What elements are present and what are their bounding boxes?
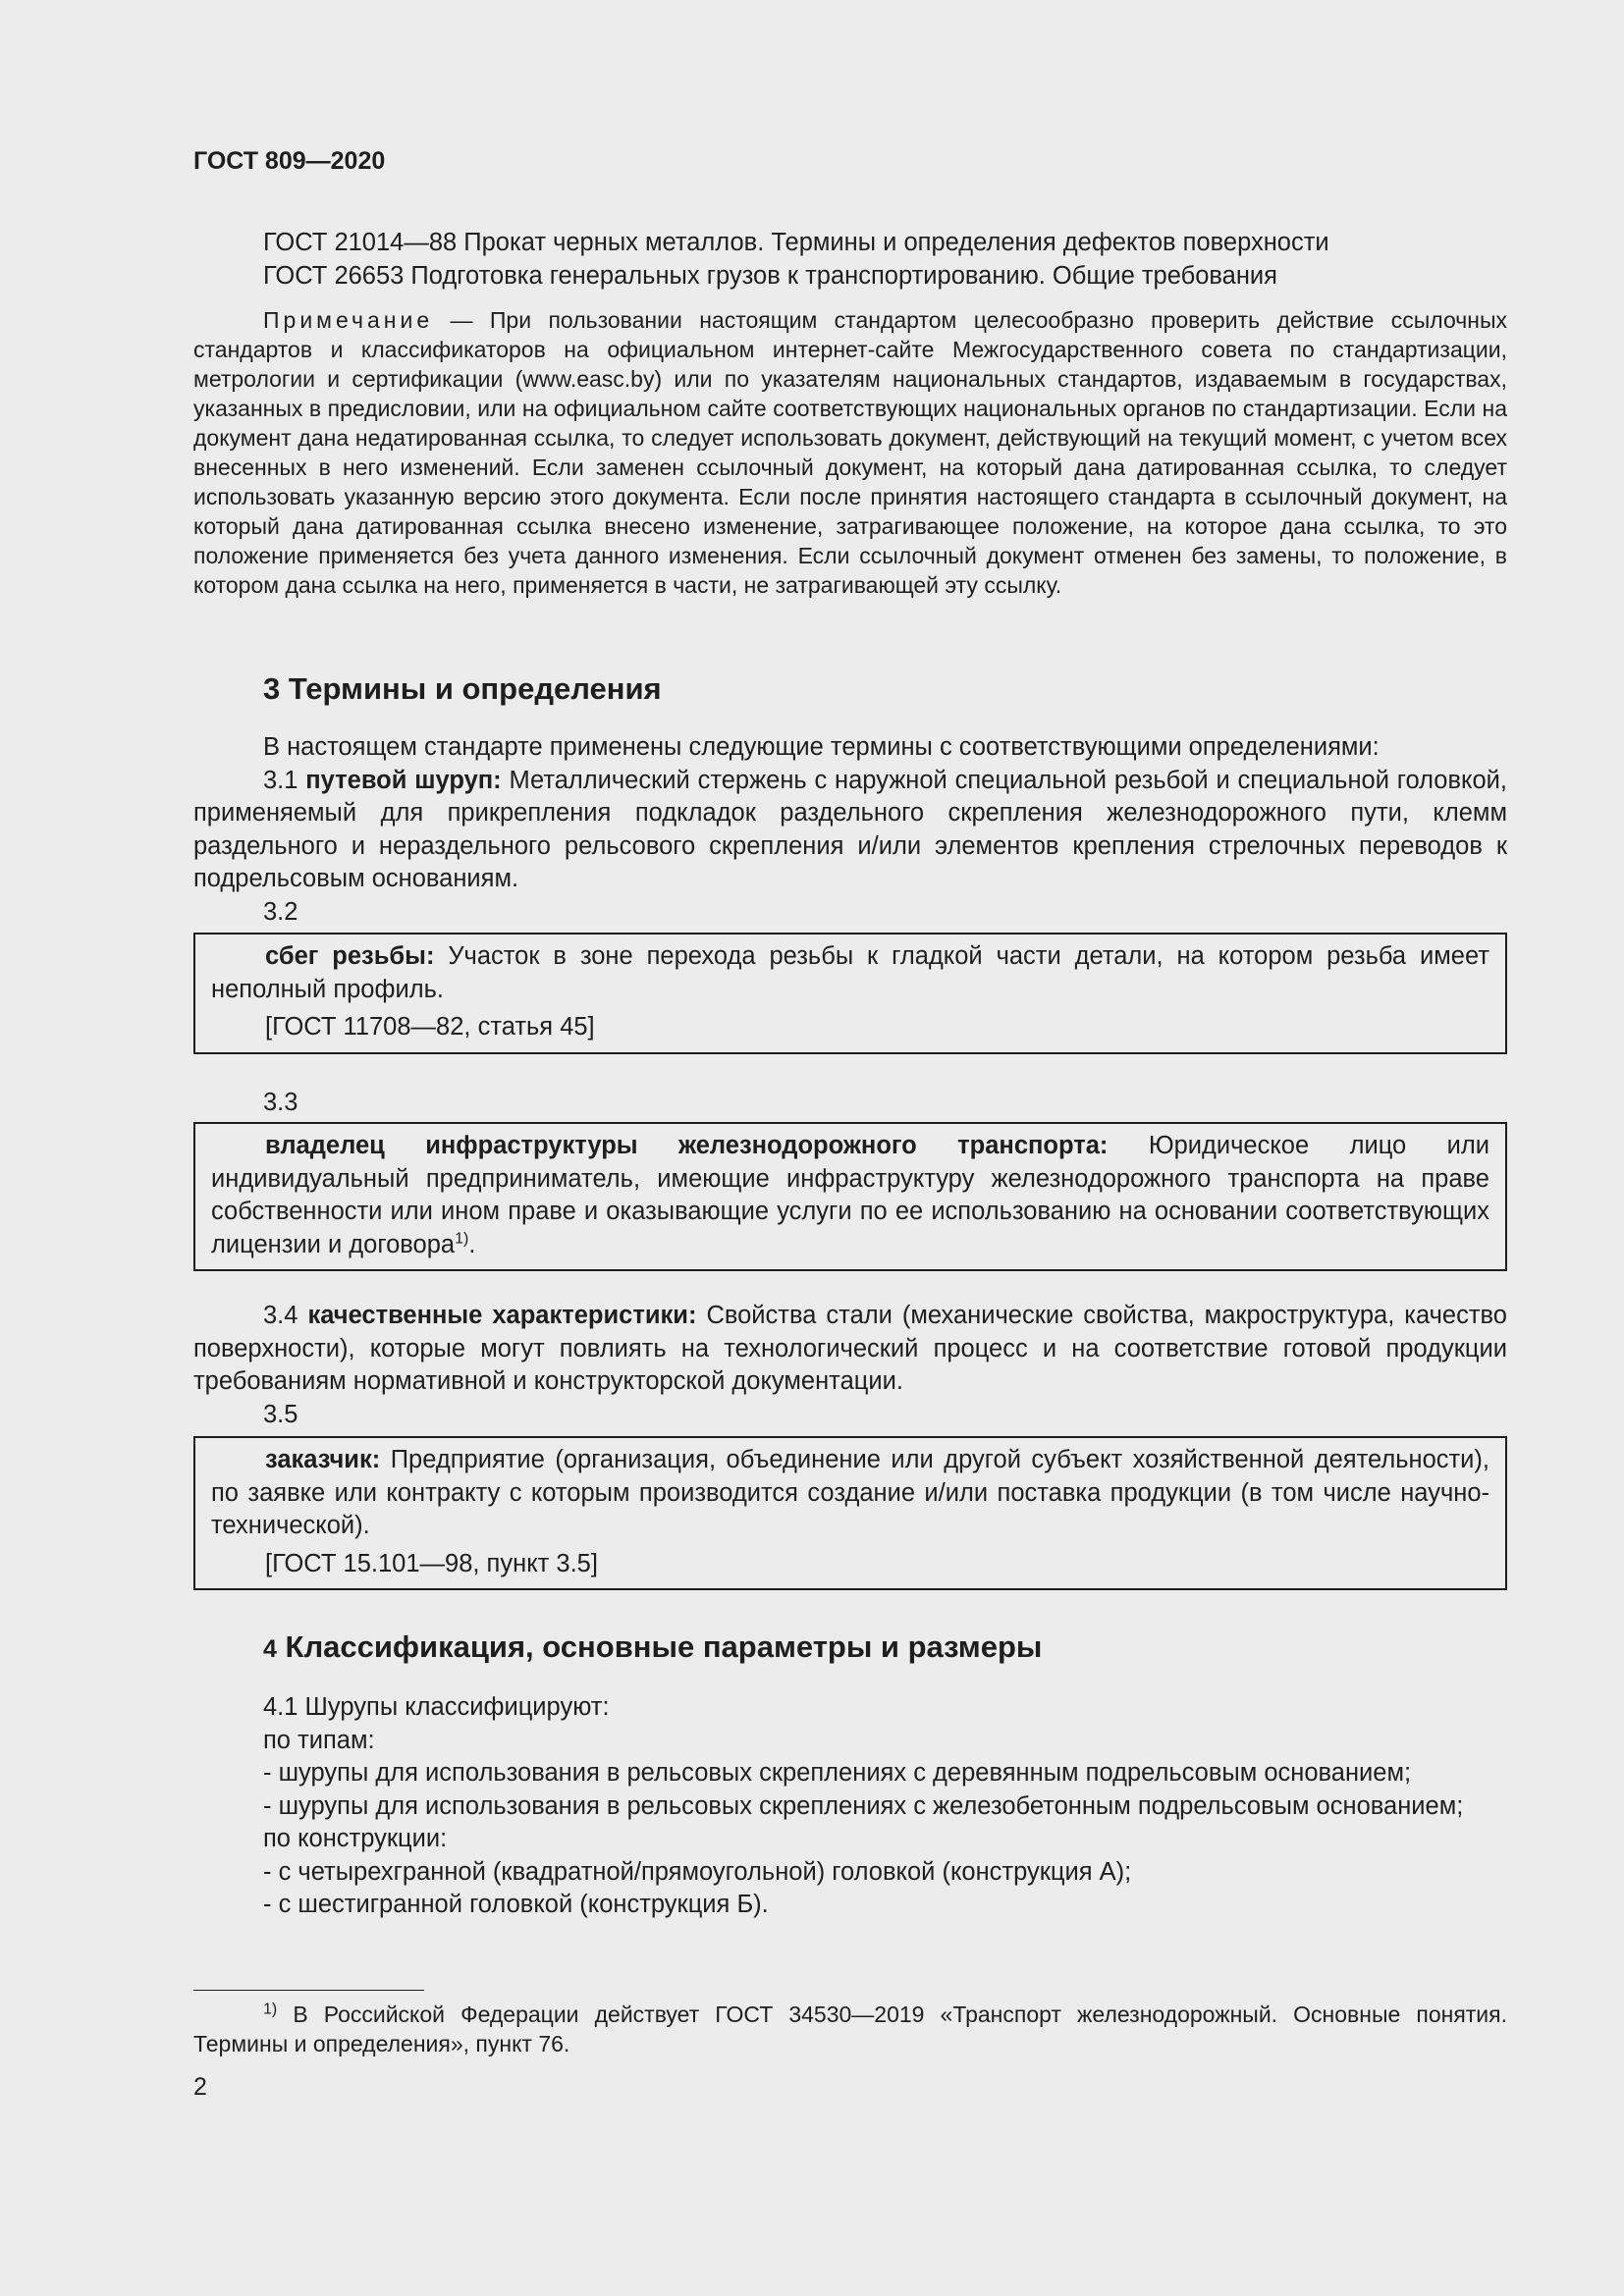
term-number: 3.3 [263,1089,298,1116]
term-3-4-wrap [193,1300,1507,1431]
reference-item: ГОСТ 21014—88 Прокат черных металлов. Термины и определения дефектов поверхности [263,229,1329,256]
term-name: сбег резьбы: [265,942,435,970]
note-paragraph [193,305,1507,600]
term-3-3 [211,1130,1489,1261]
classification-item: - с шестигранной головкой (конструкция Б). [263,1891,769,1918]
footnote-text [193,2000,1507,2058]
note-block [193,305,1507,600]
section-4-heading [193,1629,1507,1665]
page-number: 2 [193,2073,207,2101]
term-3-4 [193,1300,1507,1399]
term-3-3-box [193,1122,1507,1271]
footnote-mark: 1) [455,1230,469,1247]
term-number: 3.4 [263,1302,308,1329]
term-3-1 [193,765,1507,896]
section-name: Классификация, основные параметры и размеры [276,1629,1043,1664]
classification-item: - шурупы для использования в рельсовых скреплениях с деревянным подрельсовым основанием; [263,1759,1412,1787]
reference-item: ГОСТ 26653 Подготовка генеральных грузов к транспортированию. Общие требования [263,261,1277,290]
term-number: 3.1 [263,766,306,794]
footnote-rule [193,1990,424,1991]
section-title: 3 Термины и определения [263,671,662,706]
term-name: качественные характеристики: [307,1302,697,1329]
section-4-body [193,1691,1507,1922]
classification-group: по типам: [263,1726,375,1754]
section-intro: В настоящем стандарте применены следующие термины с соответствующими определениями: [263,733,1380,761]
term-source: [ГОСТ 11708—82, статья 45] [265,1013,595,1041]
classification-intro: 4.1 Шурупы классифицируют: [263,1693,610,1721]
section-number: 4 [263,1635,277,1663]
term-3-3-number-wrap [193,1087,1507,1120]
note-text: — При пользовании настоящим стандартом целесообразно проверить действие ссылочных стандартов и классификаторов на официальном интернет-сайте Межгосударственного совета по стандартизации, метрологии и сертификации (www.easc.by) или по указателям национальных стандартов, издаваемым в государствах, указанных в предисловии, или на официальном сайте соответствующих национальных органов по стандартизации. Если на документ дана недатированная ссылка, то следует использовать документ, действующий на текущий момент, с учетом всех внесенных в него изменений. Если заменен ссылочный документ, на который дана датированная ссылка, то следует использовать указанную версию этого документа. Если после принятия настоящего стандарта в ссылочный документ, на который дана датированная ссылка внесено изменение, затрагивающее положение, на которое дана ссылка, то это положение применяется без учета данного изменения. Если ссылочный документ отменен без замены, то положение, в котором дана ссылка на него, применяется в части, не затрагивающей эту ссылку. [193,307,1507,598]
classification-group: по конструкции: [263,1825,448,1852]
term-name: владелец инфраструктуры железнодорожного транспорта: [265,1132,1109,1159]
term-name: путевой шуруп: [305,766,502,794]
term-number: 3.5 [263,1400,298,1428]
footnote-body: В Российской Федерации действует ГОСТ 34530—2019 «Транспорт железнодорожный. Основные понятия. Термины и определения», пункт 76. [193,2002,1507,2056]
footnote-mark: 1) [263,2001,278,2018]
term-number: 3.2 [263,897,298,926]
term-definition: Свойства стали (механические свойства, макроструктура, качество поверхности), которые могут повлиять на технологический процесс и на соответствие готовой продукции требованиям нормативной и конструкторской документации. [193,1302,1507,1395]
term-definition: Юридическое лицо или индивидуальный предприниматель, имеющие инфраструктуру железнодорожного транспорта на праве собственности или ином праве и оказывающие услуги по ее использованию на основании соответствующих лицензии и договора [211,1132,1489,1258]
section-title [193,1629,1507,1665]
reference-list [193,227,1507,293]
term-definition: Предприятие (организация, объединение или другой субъект хозяйственной деятельности), по заявке или контракту с которым производится создание и/или поставка продукции (в том числе научно-технической). [211,1446,1489,1539]
term-end: . [468,1230,476,1258]
term-3-2 [211,940,1489,1006]
term-definition: Участок в зоне перехода резьбы к гладкой части детали, на котором резьба имеет неполный профиль. [211,942,1489,1003]
section-3-heading [193,671,1507,707]
classification-item: - шурупы для использования в рельсовых скреплениях с железобетонным подрельсовым основанием; [263,1791,1464,1820]
classification-item: - с четырехгранной (квадратной/прямоугольной) головкой (конструкция А); [263,1857,1132,1886]
note-label: Примечание [263,307,434,333]
term-3-5 [211,1444,1489,1543]
term-3-2-box [193,933,1507,1054]
term-source: [ГОСТ 15.101—98, пункт 3.5] [265,1549,598,1577]
term-definition: Металлический стержень с наружной специальной резьбой и специальной головкой, применяемый для прикрепления подкладок раздельного скрепления железнодорожного пути, клемм раздельного и нераздельного рельсового скрепления и/или элементов крепления стрелочных переводов к подрельсовым основаниям. [193,766,1507,892]
footnote [193,2000,1507,2058]
section-3-body [193,731,1507,929]
document-header: ГОСТ 809—2020 [193,147,386,175]
term-name: заказчик: [265,1446,381,1473]
term-3-5-box [193,1436,1507,1590]
